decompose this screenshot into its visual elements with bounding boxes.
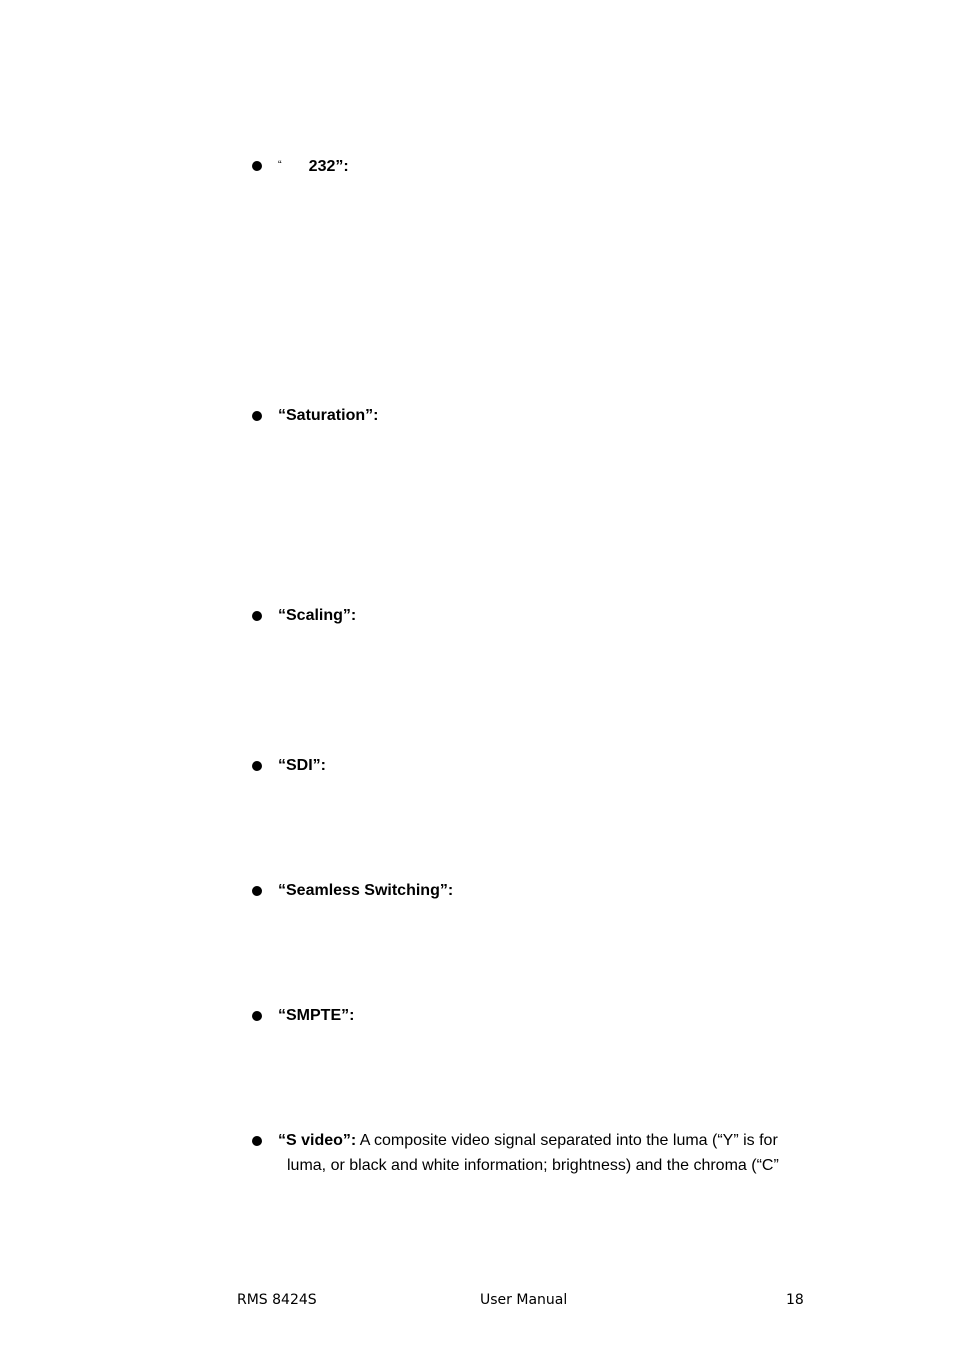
bullet-icon — [252, 161, 262, 171]
entry-text — [278, 1128, 812, 1178]
bullet-icon — [252, 611, 262, 621]
glossary-entry-s-video — [252, 1128, 812, 1178]
bullet-icon — [252, 1011, 262, 1021]
entry-text — [278, 753, 812, 778]
glossary-entry-seamless-switching — [252, 878, 812, 903]
entry-definition-continued: luma, or black and white information; brightness) and the chroma (“C” — [287, 1157, 779, 1174]
entry-term: “Saturation”: — [278, 407, 379, 424]
entry-term: 232”: — [308, 158, 349, 175]
entry-term: “S video”: — [278, 1132, 357, 1149]
footer-product: RMS 8424S — [237, 1292, 317, 1308]
entry-text — [278, 603, 812, 628]
glossary-entry-saturation — [252, 403, 812, 428]
bullet-icon — [252, 886, 262, 896]
entry-text — [278, 403, 812, 428]
entry-text — [278, 153, 812, 179]
entry-term: “Seamless Switching”: — [278, 882, 454, 899]
glossary-entry-smpte — [252, 1003, 812, 1028]
footer-title: User Manual — [480, 1292, 568, 1308]
bullet-icon — [252, 1136, 262, 1146]
bullet-icon — [252, 761, 262, 771]
entry-text — [278, 1003, 812, 1028]
bullet-icon — [252, 411, 262, 421]
glossary-entry-scaling — [252, 603, 812, 628]
entry-definition: A composite video signal separated into the luma (“Y” is for — [356, 1132, 778, 1149]
entry-text — [278, 878, 812, 903]
entry-term: “SMPTE”: — [278, 1007, 355, 1024]
page-number: 18 — [786, 1292, 804, 1308]
entry-term: “SDI”: — [278, 757, 326, 774]
glossary-entry-sdi — [252, 753, 812, 778]
glossary-entry-232 — [252, 153, 812, 179]
entry-term: “Scaling”: — [278, 607, 357, 624]
open-quote: “ — [278, 159, 282, 171]
